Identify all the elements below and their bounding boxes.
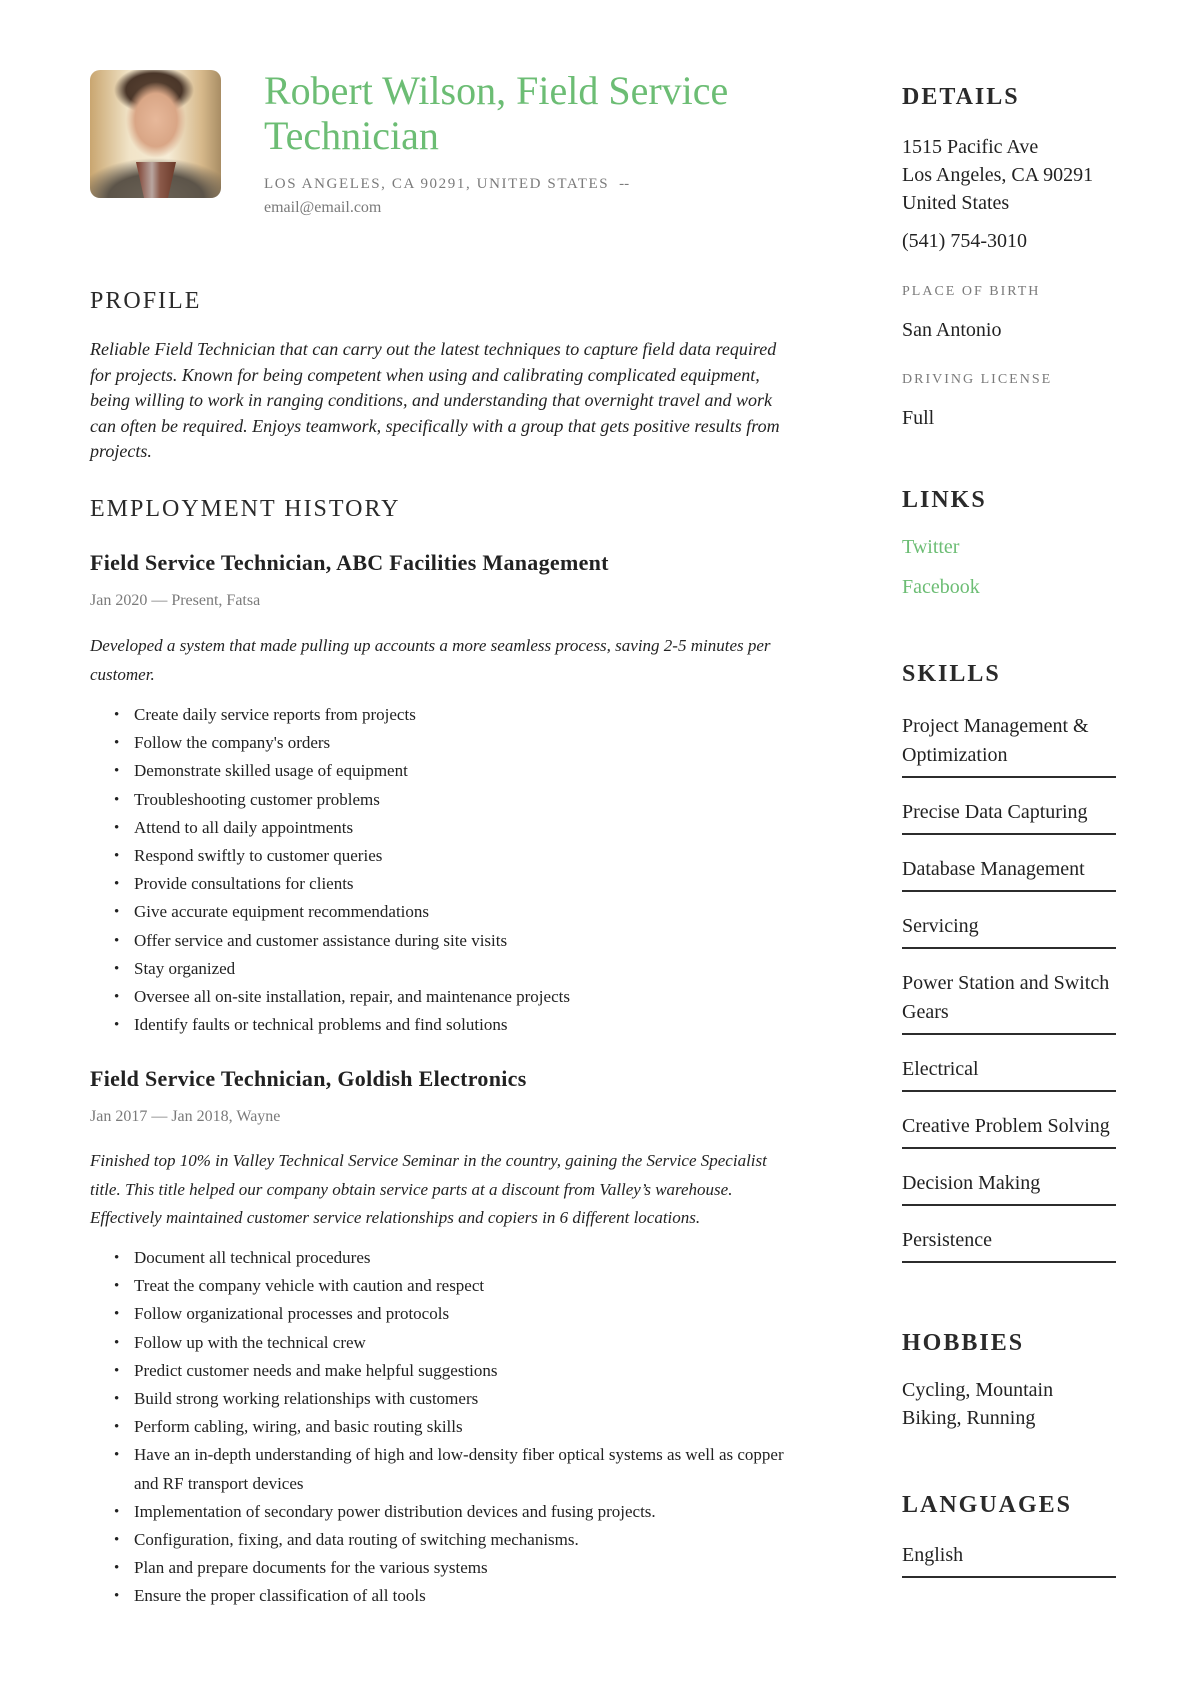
job-bullet: • Give accurate equipment recommendations [114, 898, 794, 926]
details-phone: (541) 754-3010 [902, 230, 1027, 252]
job-bullet: • Document all technical procedures [114, 1244, 794, 1272]
skills-title: SKILLS [902, 661, 1001, 687]
job-bullet: • Follow the company's orders [114, 729, 794, 757]
job-bullet: • Provide consultations for clients [114, 870, 794, 898]
job-summary: Finished top 10% in Valley Technical Service Seminar in the country, gaining the Service Specialist title. This title helped our company obtain service parts at a discount from Valley’s warehouse. Effectively maintained customer service relationships and copiers in 6 different locations. [90, 1151, 767, 1227]
avatar [90, 70, 221, 198]
languages-title: LANGUAGES [902, 1492, 1073, 1518]
skill-item: Decision Making [902, 1169, 1116, 1206]
header-address-text: LOS ANGELES, CA 90291, UNITED STATES [264, 176, 610, 192]
job-bullet: • Troubleshooting customer problems [114, 786, 794, 814]
language-item: English [902, 1541, 1116, 1578]
skill-item: Power Station and Switch Gears [902, 969, 1116, 1035]
place-of-birth-value: San Antonio [902, 319, 1002, 341]
skill-item: Electrical [902, 1055, 1116, 1092]
job-bullet: • Attend to all daily appointments [114, 814, 794, 842]
job-bullet: • Follow up with the technical crew [114, 1329, 794, 1357]
job-bullet: • Respond swiftly to customer queries [114, 842, 794, 870]
driving-license-value: Full [902, 407, 935, 429]
links-title: LINKS [902, 487, 987, 513]
employment-title: EMPLOYMENT HISTORY [90, 496, 401, 522]
details-title: DETAILS [902, 84, 1020, 110]
header-email[interactable]: email@email.com [264, 199, 382, 216]
header-separator: -- [619, 176, 630, 192]
skill-item: Project Management & Optimization [902, 712, 1116, 778]
job-bullet: • Configuration, fixing, and data routing of switching mechanisms. [114, 1526, 794, 1554]
profile-text: Reliable Field Technician that can carry out the latest techniques to capture field data required for projects. Known for being competent when using and calibrating complicated equipment, being willing to work in ranging conditions, and understanding that overnight travel and work can often be required. Enjoys teamwork, specifically with a group that gets positive results from projects. [90, 339, 780, 461]
job-bullet: • Perform cabling, wiring, and basic routing skills [114, 1413, 794, 1441]
avatar-collar [136, 162, 176, 198]
job-bullet: • Treat the company vehicle with caution and respect [114, 1272, 794, 1300]
profile-title: PROFILE [90, 288, 202, 314]
job-bullet: • Offer service and customer assistance during site visits [114, 927, 794, 955]
job-bullet: • Follow organizational processes and protocols [114, 1300, 794, 1328]
skills-list [902, 712, 1116, 1283]
job-bullet: • Plan and prepare documents for the various systems [114, 1554, 794, 1582]
job-title: Field Service Technician, Goldish Electronics [90, 1066, 527, 1091]
hobbies-title: HOBBIES [902, 1330, 1025, 1356]
job-bullet: • Identify faults or technical problems and find solutions [114, 1011, 794, 1039]
skill-item: Precise Data Capturing [902, 798, 1116, 835]
details-address-line2: Los Angeles, CA 90291 [902, 164, 1094, 186]
job-bullet: • Build strong working relationships with customers [114, 1385, 794, 1413]
job-dates: Jan 2020 — Present, Fatsa [90, 592, 261, 609]
link-facebook[interactable]: Facebook [902, 576, 980, 598]
skill-item: Creative Problem Solving [902, 1112, 1116, 1149]
job-bullets [114, 701, 794, 1039]
header-address [264, 176, 629, 193]
job-bullet: • Demonstrate skilled usage of equipment [114, 757, 794, 785]
driving-license-label: DRIVING LICENSE [902, 372, 1053, 387]
skill-item: Database Management [902, 855, 1116, 892]
job-bullet: • Stay organized [114, 955, 794, 983]
place-of-birth-label: PLACE OF BIRTH [902, 284, 1041, 299]
hobbies-text: Cycling, Mountain Biking, Running [902, 1379, 1054, 1429]
job-summary: Developed a system that made pulling up accounts a more seamless process, saving 2-5 minutes per customer. [90, 636, 771, 684]
skill-item: Persistence [902, 1226, 1116, 1263]
job-title: Field Service Technician, ABC Facilities Management [90, 550, 609, 575]
job-bullet: • Create daily service reports from projects [114, 701, 794, 729]
details-address-line3: United States [902, 192, 1010, 214]
job-bullet: • Ensure the proper classification of all tools [114, 1582, 794, 1610]
job-bullet: • Predict customer needs and make helpful suggestions [114, 1357, 794, 1385]
link-twitter[interactable]: Twitter [902, 536, 960, 558]
job-bullets [114, 1244, 794, 1611]
job-bullet: • Have an in-depth understanding of high and low-density fiber optical systems as well as copper and RF transport devices [114, 1441, 794, 1497]
job-dates: Jan 2017 — Jan 2018, Wayne [90, 1108, 281, 1125]
job-bullet: • Oversee all on-site installation, repair, and maintenance projects [114, 983, 794, 1011]
candidate-name: Robert Wilson, Field Service Technician [264, 68, 729, 158]
job-bullet: • Implementation of secondary power distribution devices and fusing projects. [114, 1498, 794, 1526]
details-address-line1: 1515 Pacific Ave [902, 136, 1039, 158]
skill-item: Servicing [902, 912, 1116, 949]
